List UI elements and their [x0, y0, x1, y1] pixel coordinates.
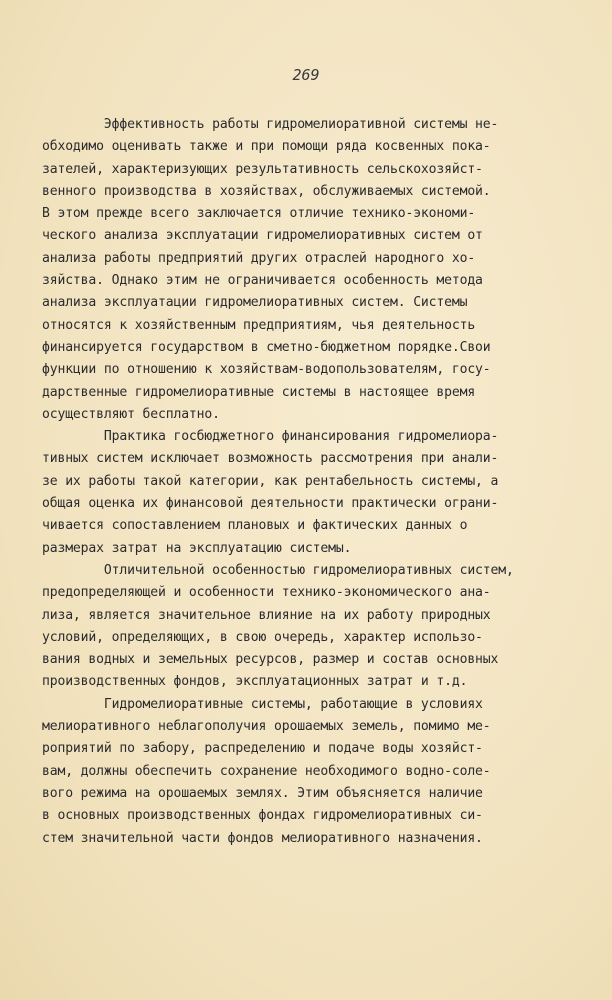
text-line: Эффективность работы гидромелиоративной системы не-: [42, 117, 499, 132]
text-line: тивных систем исключает возможность рассмотрения при анали-: [42, 451, 499, 467]
text-line: зяйства. Однако этим не ограничивается особенность метода: [42, 273, 483, 289]
page-number: 269: [292, 66, 320, 84]
text-line: лиза, является значительное влияние на их работу природных: [42, 607, 491, 623]
document-body: [42, 114, 562, 850]
text-line: Практика госбюджетного финансирования гидромелиора-: [42, 429, 499, 445]
text-line: функции по отношению к хозяйствам-водопользователям, госу-: [42, 362, 491, 378]
text-line: в основных производственных фондах гидромелиоративных си-: [42, 808, 483, 824]
text-line: мелиоративного неблагополучия орошаемых земель, помимо ме-: [42, 719, 491, 735]
text-line: вания водных и земельных ресурсов, размер и состав основных: [42, 652, 499, 668]
text-line: зе их работы такой категории, как рентабельность системы, а: [42, 473, 499, 489]
text-line: стем значительной части фондов мелиоративного назначения.: [42, 830, 483, 846]
text-line: Отличительной особенностью гидромелиоративных систем,: [42, 562, 514, 578]
text-line: роприятий по забору, распределению и подаче воды хозяйст-: [42, 741, 483, 757]
text-line: общая оценка их финансовой деятельности практически ограни-: [42, 496, 499, 512]
text-line: В этом прежде всего заключается отличие технико-экономи-: [42, 206, 476, 222]
text-line: чивается сопоставлением плановых и фактических данных о: [42, 518, 468, 534]
text-line: анализа работы предприятий других отраслей народного хо-: [42, 250, 476, 266]
text-line: зателей, характеризующих результативность сельскохозяйст-: [42, 161, 483, 177]
text-line: дарственные гидромелиоративные системы в настоящее время: [42, 384, 476, 400]
text-line: условий, определяющих, в свою очередь, характер использо-: [42, 629, 483, 645]
text-line: обходимо оценивать также и при помощи ряда косвенных пока-: [42, 139, 491, 155]
text-line: вого режима на орошаемых землях. Этим объясняется наличие: [42, 785, 483, 801]
text-line: венного производства в хозяйствах, обслуживаемых системой.: [42, 183, 491, 199]
text-line: осуществляют бесплатно.: [42, 406, 220, 422]
text-line: ческого анализа эксплуатации гидромелиоративных систем от: [42, 228, 483, 244]
text-line: Гидромелиоративные системы, работающие в условиях: [42, 696, 483, 712]
text-line: размерах затрат на эксплуатацию системы.: [42, 540, 352, 556]
text-line: вам, должны обеспечить сохранение необходимого водно-соле-: [42, 763, 491, 779]
text-line: финансируется государством в сметно-бюджетном порядке.Свои: [42, 339, 491, 355]
text-line: анализа эксплуатации гидромелиоративных систем. Системы: [42, 295, 468, 311]
text-line: предопределяющей и особенности технико-экономического ана-: [42, 585, 491, 601]
text-line: относятся к хозяйственным предприятиям, чья деятельность: [42, 317, 476, 333]
text-line: производственных фондов, эксплуатационных затрат и т.д.: [42, 674, 468, 690]
